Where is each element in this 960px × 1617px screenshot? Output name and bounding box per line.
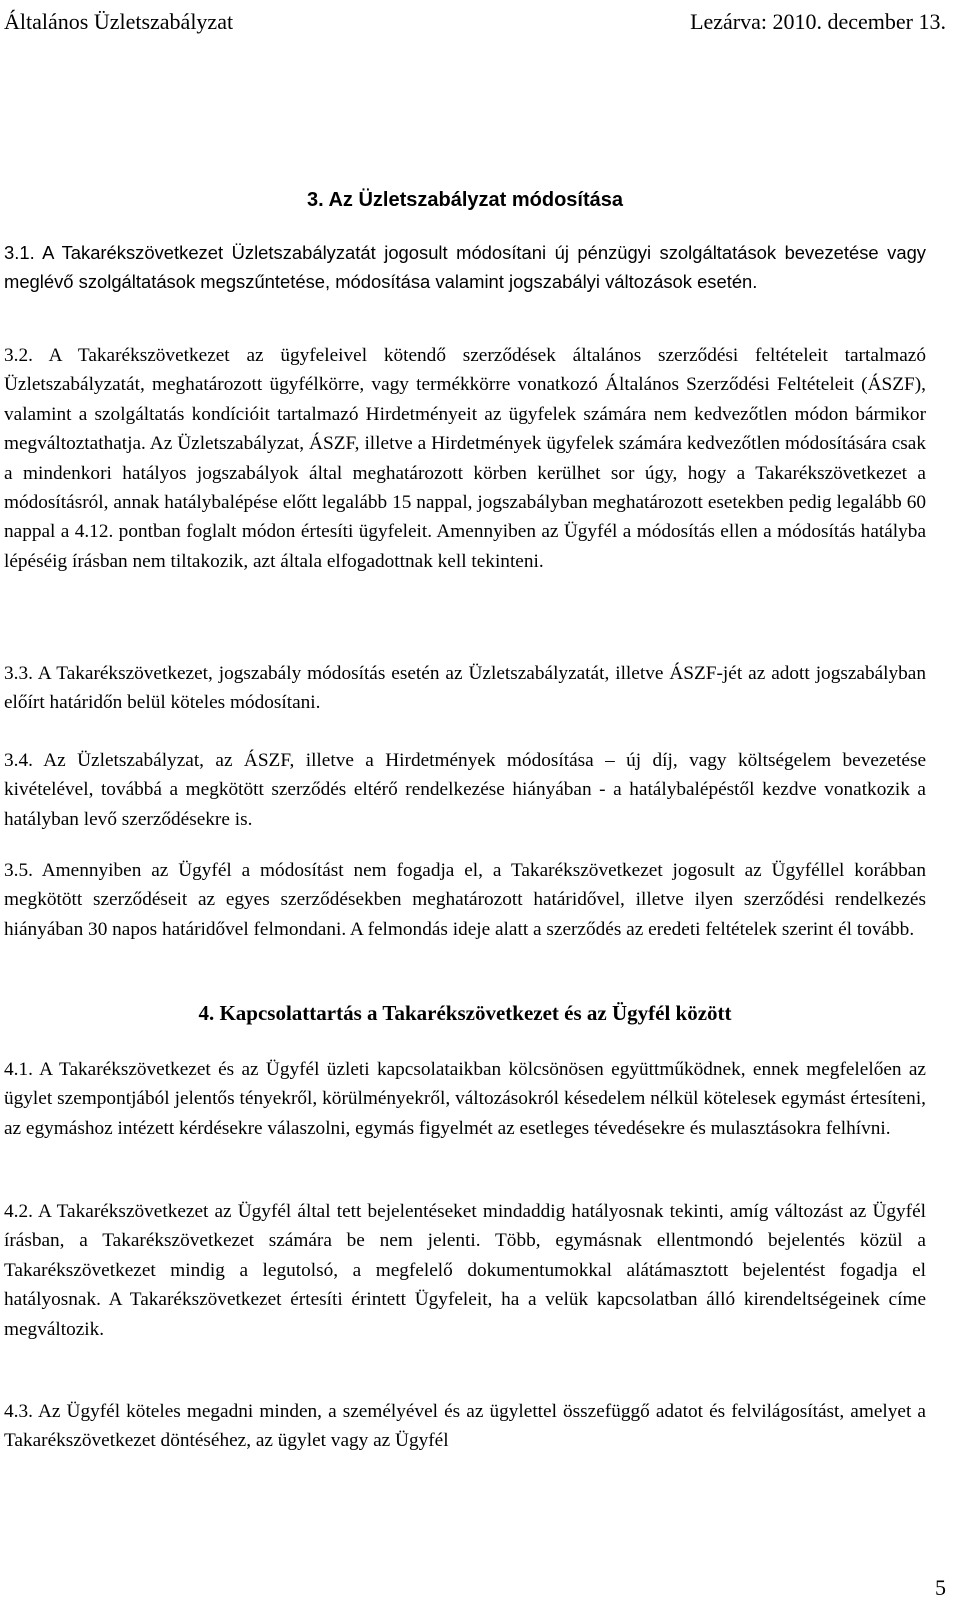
paragraph-3-4: 3.4. Az Üzletszabályzat, az ÁSZF, illetve a Hirdetmények módosítása – új díj, vagy költségelem bevezetése kivételével, továbbá a megkötött szerződés eltérő rendelkezése hiányában - a hatálybalépéstől kezdve vonatkozik a hatályban levő szerződésekre is. [4,750,926,830]
paragraph-3-3: 3.3. A Takarékszövetkezet, jogszabály módosítás esetén az Üzletszabályzatát, illetve ÁSZF-jét az adott jogszabályban előírt határidőn belül köteles módosítani. [4,663,926,714]
page-header [4,4,946,40]
paragraph-4-3: 4.3. Az Ügyfél köteles megadni minden, a személyével és az ügylettel összefüggő adatot és felvilágosítást, amelyet a Takarékszövetkezet döntéséhez, az ügylet vagy az Ügyfél [4,1401,926,1452]
page-number: 5 [935,1575,946,1600]
header-document-title: Általános Üzletszabályzat [4,9,234,34]
paragraph-4-2: 4.2. A Takarékszövetkezet az Ügyfél által tett bejelentéseket mindaddig hatályosnak tekinti, amíg változást az Ügyfél írásban, a Takarékszövetkezet számára be nem jelenti. Több, egymásnak ellentmondó bejelentés közül a Takarékszövetkezet mindig a legutolsó, a megfelelő dokumentumokkal alátámasztott bejelentést fogadja el hatályosnak. A Takarékszövetkezet értesíti érintett Ügyfeleit, ha a velük kapcsolatban álló kirendeltségeinek címe megváltozik. [4,1201,926,1340]
section-4-title: 4. Kapcsolattartás a Takarékszövetkezet és az Ügyfél között [198,1001,732,1025]
paragraph-3-1: 3.1. A Takarékszövetkezet Üzletszabályzatát jogosult módosítani új pénzügyi szolgáltatások bevezetése vagy meglévő szolgáltatások megszűntetése, módosítása valamint jogszabályi változások esetén. [4,242,926,293]
header-closing-date: Lezárva: 2010. december 13. [690,9,946,34]
paragraph-3-5: 3.5. Amennyiben az Ügyfél a módosítást nem fogadja el, a Takarékszövetkezet jogosult az Ügyféllel korábban megkötött szerződéseit az egyes szerződésekben meghatározott határidővel, illetve ilyen szerződési rendelkezés hiányában 30 napos határidővel felmondani. A felmondás ideje alatt a szerződés az eredeti feltételek szerint él tovább. [4,860,926,940]
paragraph-4-1: 4.1. A Takarékszövetkezet és az Ügyfél üzleti kapcsolataikban kölcsönösen együttműködnek, ennek megfelelően az ügylet szempontjából jelentős tényekről, körülményekről, változásokról késedelem nélkül kötelesek egymást értesíteni, az egymáshoz intézett kérdésekre válaszolni, egymás figyelmét az esetleges tévedésekre és mulasztásokra felhívni. [4,1059,926,1139]
paragraph-3-2: 3.2. A Takarékszövetkezet az ügyfeleivel kötendő szerződések általános szerződési feltételeit tartalmazó Üzletszabályzatát, meghatározott ügyfélkörre, vagy termékkörre vonatkozó Általános Szerződési Feltételeit (ÁSZF), valamint a szolgáltatás kondícióit tartalmazó Hirdetményeit az ügyfelek számára nem kedvezőtlen módon bármikor megváltoztathatja. Az Üzletszabályzat, ÁSZF, illetve a Hirdetmények ügyfelek számára kedvezőtlen módosítására csak a mindenkori hatályos jogszabályok által meghatározott körben kerülhet sor úgy, hogy a Takarékszövetkezet a módosításról, annak hatálybalépése előtt legalább 15 nappal, jogszabályban meghatározott esetekben pedig legalább 60 nappal a 4.12. pontban foglalt módon értesíti ügyfeleit. Amennyiben az Ügyfél a módosítás ellen a módosítás hatályba lépéséig írásban nem tiltakozik, azt általa elfogadottnak kell tekinteni. [4,345,926,572]
section-3-title: 3. Az Üzletszabályzat módosítása [306,189,624,211]
